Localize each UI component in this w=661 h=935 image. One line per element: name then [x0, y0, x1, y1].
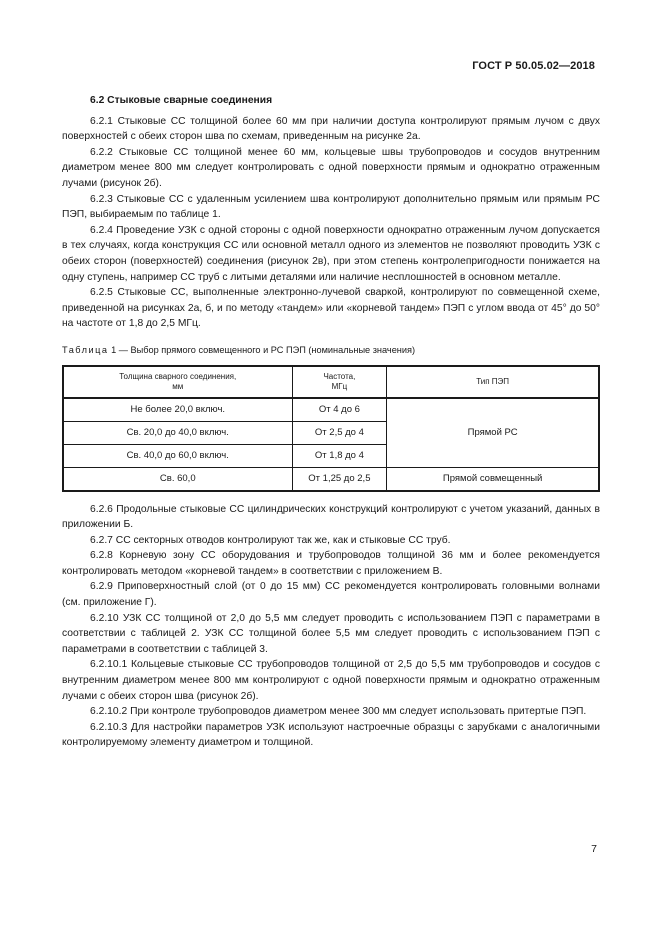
cell-type-last: Прямой совмещенный — [387, 467, 599, 491]
paragraph-6-2-1: 6.2.1 Стыковые СС толщиной более 60 мм при наличии доступа контролируют прямым лучом с двух поверхностей с обеих сторон шва по схемам, приведенным на рисунке 2а. — [62, 115, 600, 143]
header-thickness: Толщина сварного соединения, мм — [63, 366, 292, 398]
paragraph-6-2-4: 6.2.4 Проведение УЗК с одной стороны с одной поверхности однократно отраженным лучом допускается в тех случаях, когда конструкция СС или основной металл одного из элементов не позволяют проводить УЗК с обеих сторон (поверхностей) соединения (рисунок 2в), при этом степень контролепригодности понижается на одну ступень, например СС труб с литыми деталями или наличие несплошностей в основном металле. — [62, 224, 600, 283]
cell-type-merged: Прямой РС — [387, 398, 599, 468]
paragraph-6-2-5: 6.2.5 Стыковые СС, выполненные электронно-лучевой сваркой, контролируют по совмещенной схеме, приведенной на рисунках 2а, б, и по методу «тандем» или «корневой тандем» ПЭП с углом ввода от 45° до 50° на частоте от 1,8 до 2,5 МГц. — [62, 287, 600, 330]
cell-thickness: Св. 40,0 до 60,0 включ. — [63, 444, 292, 467]
table-header-row — [63, 366, 599, 398]
paragraph-6-2-10: 6.2.10 УЗК СС толщиной от 2,0 до 5,5 мм следует проводить с использованием ПЭП с параметрами в соответствии с таблицей 2. УЗК СС толщиной более 5,5 мм следует проводить с использованием ПЭП с параметрами в соответствии с таблицей 3. — [62, 612, 600, 655]
paragraph-6-2-10-3: 6.2.10.3 Для настройки параметров УЗК используют настроечные образцы с зарубками с аналогичными контролируемому элементу диаметром и толщиной. — [62, 721, 600, 749]
cell-frequency: От 1,8 до 4 — [292, 444, 387, 467]
header-frequency: Частота, МГц — [292, 366, 387, 398]
header-type: Тип ПЭП — [387, 366, 599, 398]
table-caption — [62, 343, 600, 359]
cell-frequency: От 4 до 6 — [292, 398, 387, 422]
paragraph-6-2-9: 6.2.9 Приповерхностный слой (от 0 до 15 мм) СС рекомендуется контролировать головными волнами (см. приложение Г). — [62, 581, 600, 609]
page-number: 7 — [591, 843, 597, 855]
paragraph-6-2-6: 6.2.6 Продольные стыковые СС цилиндрических конструкций контролируют с учетом указаний, данных в приложении Б. — [62, 503, 600, 531]
cell-frequency: От 1,25 до 2,5 — [292, 467, 387, 491]
table-row — [63, 398, 599, 422]
paragraph-6-2-2: 6.2.2 Стыковые СС толщиной менее 60 мм, кольцевые швы трубопроводов и сосудов внутренним диаметром менее 800 мм следует контролировать с одной поверхности прямым и однократно отраженным лучами (рисунок 2б). — [62, 146, 600, 189]
page-content — [62, 93, 600, 751]
paragraph-6-2-10-2: 6.2.10.2 При контроле трубопроводов диаметром менее 300 мм следует использовать притертые ПЭП. — [90, 706, 587, 718]
paragraph-6-2-10-1: 6.2.10.1 Кольцевые стыковые СС трубопроводов толщиной от 2,5 до 5,5 мм трубопроводов и сосудов с внутренним диаметром менее 800 мм контролируют с одной поверхности прямым и однократно отраженным лучами с обеих сторон шва (рисунок 2б). — [62, 659, 600, 702]
cell-thickness: Св. 60,0 — [63, 467, 292, 491]
table-row — [63, 467, 599, 491]
paragraph-6-2-7: 6.2.7 СС секторных отводов контролируют так же, как и стыковые СС труб. — [90, 534, 451, 546]
cell-thickness: Не более 20,0 включ. — [63, 398, 292, 422]
paragraph-6-2-8: 6.2.8 Корневую зону СС оборудования и трубопроводов толщиной 36 мм и более рекомендуется контролировать методом «корневой тандем» в соответствии с приложением В. — [62, 550, 600, 577]
cell-frequency: От 2,5 до 4 — [292, 421, 387, 444]
cell-thickness: Св. 20,0 до 40,0 включ. — [63, 421, 292, 444]
selection-table — [62, 365, 600, 492]
table-caption-text: 1 — Выбор прямого совмещенного и РС ПЭП (номинальные значения) — [108, 344, 416, 355]
paragraph-6-2-3: 6.2.3 Стыковые СС с удаленным усилением шва контролируют дополнительно прямым или прямым РС ПЭП, выбираемым по таблице 1. — [62, 193, 600, 221]
document-code: ГОСТ Р 50.05.02—2018 — [472, 60, 595, 72]
section-title: 6.2 Стыковые сварные соединения — [90, 95, 273, 106]
table-caption-label: Таблица — [62, 344, 109, 355]
